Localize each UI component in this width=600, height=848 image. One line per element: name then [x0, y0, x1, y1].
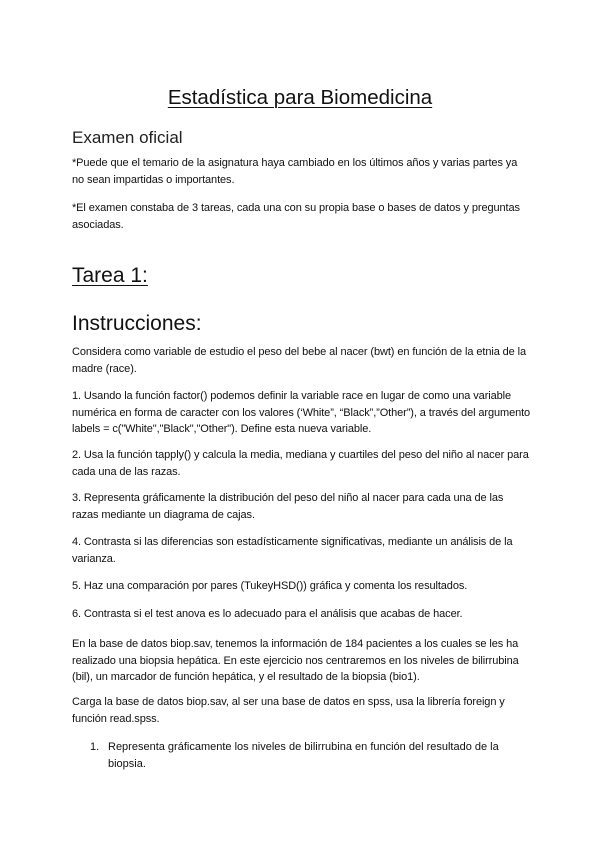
- section-heading-tarea-1: Tarea 1:: [72, 264, 148, 287]
- list-item: [90, 739, 530, 772]
- paragraph-task-5: 5. Haz una comparación por pares (TukeyHSD()) gráfica y comenta los resultados.: [72, 580, 468, 592]
- paragraph-biop-description: En la base de datos biop.sav, tenemos la información de 184 pacientes a los cuales se les ha realizado una biopsia hepática. En este ejercicio nos centraremos en los niveles de bilirrubina (bil), un marcador de función hepática, y el resultado de la biopsia (bio1).: [72, 638, 519, 683]
- paragraph-intro: Considera como variable de estudio el peso del bebe al nacer (bwt) en función de la etnia de la madre (race).: [72, 346, 527, 375]
- list-item-number: 1.: [90, 741, 100, 753]
- paragraph-task-3: 3. Representa gráficamente la distribución del peso del niño al nacer para cada una de las razas mediante un diagrama de cajas.: [72, 492, 504, 521]
- note-syllabus: *Puede que el temario de la asignatura haya cambiado en los últimos años y varias partes ya no sean impartidas o importantes.: [72, 157, 518, 186]
- instructions-heading: Instrucciones:: [72, 312, 202, 335]
- document-title: Estadística para Biomedicina: [167, 86, 433, 109]
- list-item-text: Representa gráficamente los niveles de bilirrubina en función del resultado de la biopsia.: [108, 741, 499, 770]
- paragraph-task-1: 1. Usando la función factor() podemos definir la variable race en lugar de como una variable numérica en forma de caracter con los valores (‘White”, “Black”,”Other”), a través del argumento labels = c("White","Black","Other"). Define esta nueva variable.: [72, 390, 531, 435]
- paragraph-task-2: 2. Usa la función tapply() y calcula la media, mediana y cuartiles del peso del niño al nacer para cada una de las razas.: [72, 449, 529, 478]
- paragraph-load-data: Carga la base de datos biop.sav, al ser una base de datos en spss, usa la librería foreign y función read.spss.: [72, 696, 505, 725]
- paragraph-task-4: 4. Contrasta si las diferencias son estadísticamente significativas, mediante un análisis de la varianza.: [72, 536, 513, 565]
- paragraph-task-6: 6. Contrasta si el test anova es lo adecuado para el análisis que acabas de hacer.: [72, 608, 463, 620]
- note-exam-structure: *El examen constaba de 3 tareas, cada una con su propia base o bases de datos y preguntas asociadas.: [72, 202, 520, 231]
- document-subtitle: Examen oficial: [72, 128, 183, 147]
